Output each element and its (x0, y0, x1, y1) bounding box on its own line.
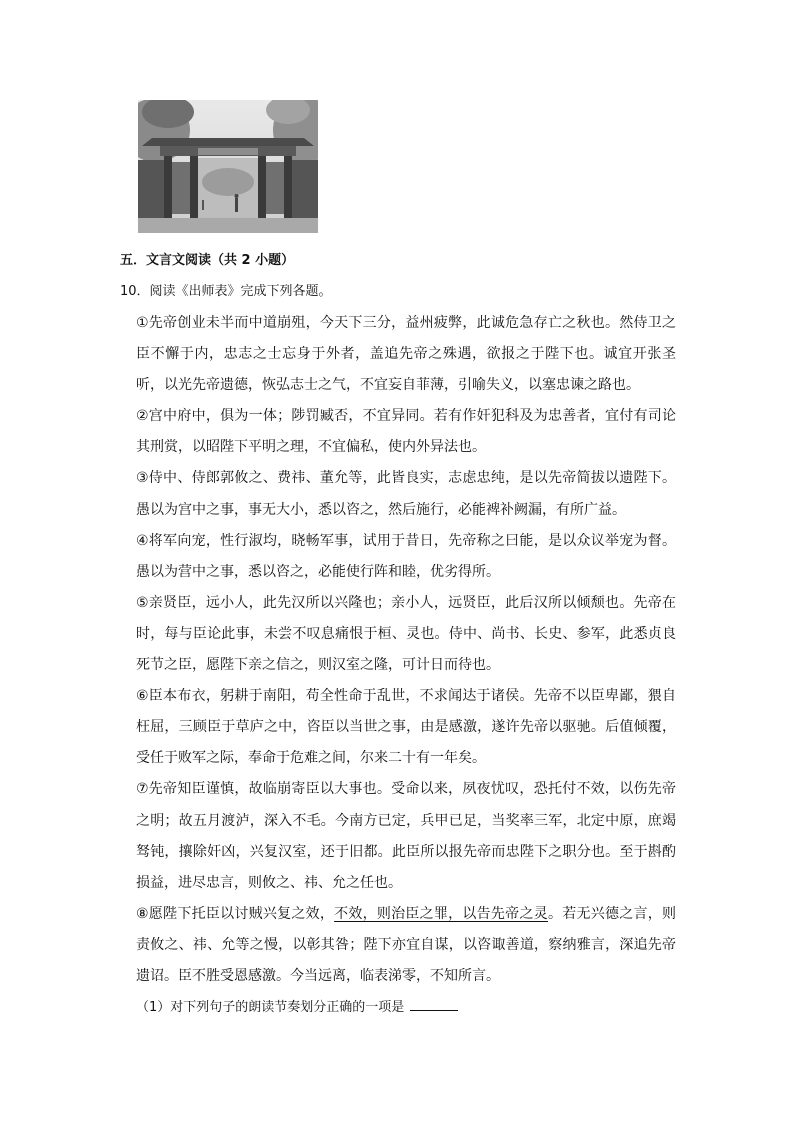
section-title: 五．文言文阅读（共 2 小题） (120, 253, 295, 268)
passage-paragraph-4: ④将军向宠，性行淑均，晓畅军事，试用于昔日，先帝称之曰能，是以众议举宠为督。愚以为营中之事，悉以咨之，必能使行阵和睦，优劣得所。 (136, 532, 676, 580)
question-stem: 10．阅读《出师表》完成下列各题。 (120, 284, 332, 299)
passage-paragraph-2: ②宫中府中，俱为一体；陟罚臧否，不宜异同。若有作奸犯科及为忠善者，宜付有司论其刑赏，以昭陛下平明之理，不宜偏私，使内外异法也。 (136, 408, 676, 456)
passage-paragraph-7: ⑦先帝知臣谨慎，故临崩寄臣以大事也。受命以来，夙夜忧叹，恐托付不效，以伤先帝之明；故五月渡泸，深入不毛。今南方已定，兵甲已足，当奖率三军，北定中原，庶竭驽钝，攘除奸凶，兴复汉室，还于旧都。此臣所以报先帝而忠陛下之职分也。至于斟酌损益，进尽忠言，则攸之、祎、允之任也。 (136, 781, 676, 891)
temple-gate-photo (138, 100, 318, 233)
classical-passage (136, 308, 676, 992)
passage-paragraph-3: ③侍中、侍郎郭攸之、费祎、董允等，此皆良实，志虑忠纯，是以先帝简拔以遗陛下。愚以为宫中之事，事无大小，悉以咨之，然后施行，必能裨补阙漏，有所广益。 (136, 470, 676, 518)
passage-paragraph-8 (136, 899, 676, 992)
underlined-sentence: 不效，则治臣之罪，以告先帝之灵 (334, 905, 548, 922)
sub-question-text: （1）对下列句子的朗读节奏划分正确的一项是 (136, 1000, 405, 1015)
sub-question-1 (136, 996, 458, 1015)
paragraph-8-start: ⑧愿陛下托臣以讨贼兴复之效， (136, 905, 335, 922)
passage-paragraph-1: ①先帝创业未半而中道崩殂，今天下三分，益州疲弊，此诚危急存亡之秋也。然侍卫之臣不懈于内，忠志之士忘身于外者，盖追先帝之殊遇，欲报之于陛下也。诚宜开张圣听，以光先帝遗德，恢弘志士之气，不宜妄自菲薄，引喻失义，以塞忠谏之路也。 (136, 315, 676, 394)
paragraph-8-end: 。若无兴德之言，则责攸之、祎、允等之慢，以彰其咎；陛下亦宜自谋，以咨诹善道，察纳雅言，深追先帝遗诏。臣不胜受恩感激。今当远离，临表涕零，不知所言。 (136, 905, 676, 984)
passage-paragraph-6: ⑥臣本布衣，躬耕于南阳，苟全性命于乱世，不求闻达于诸侯。先帝不以臣卑鄙，猥自枉屈，三顾臣于草庐之中，咨臣以当世之事，由是感激，遂许先帝以驱驰。后值倾覆，受任于败军之际，奉命于危难之间，尔来二十有一年矣。 (136, 688, 676, 767)
answer-blank[interactable] (410, 998, 458, 1011)
passage-paragraph-5: ⑤亲贤臣，远小人，此先汉所以兴隆也；亲小人，远贤臣，此后汉所以倾颓也。先帝在时，每与臣论此事，未尝不叹息痛恨于桓、灵也。侍中、尚书、长史、参军，此悉贞良死节之臣，愿陛下亲之信之，则汉室之隆，可计日而待也。 (136, 594, 676, 674)
